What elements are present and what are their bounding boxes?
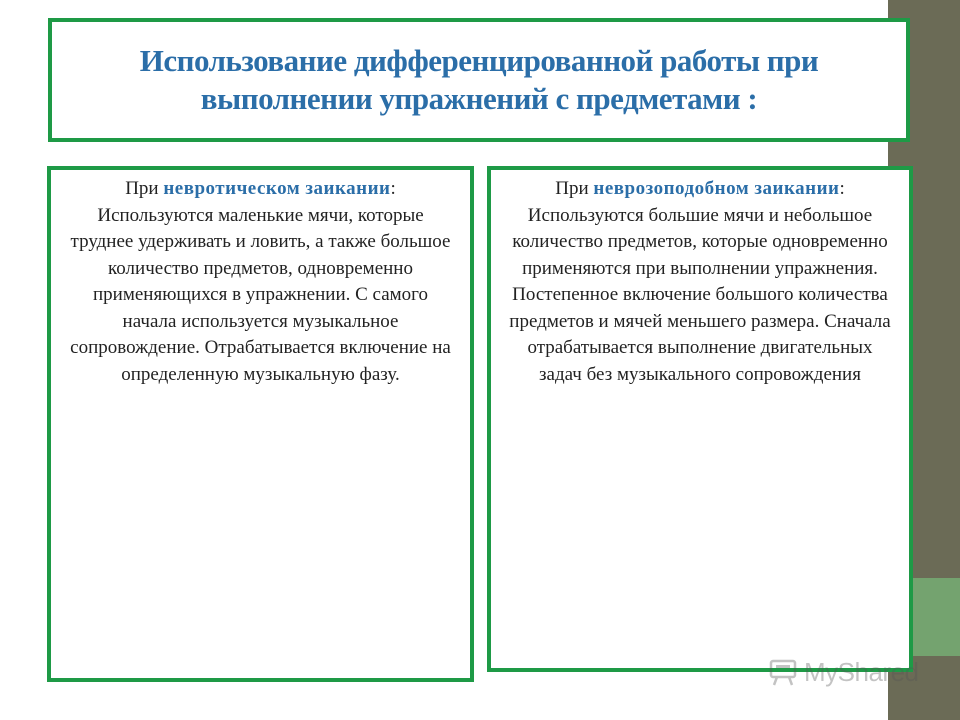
watermark-text: MyShared — [804, 656, 919, 687]
left-heading-suffix: : — [390, 178, 396, 199]
side-accent-block — [912, 578, 960, 656]
presentation-board-icon — [768, 657, 798, 687]
watermark — [768, 652, 928, 692]
left-column-heading — [65, 176, 456, 203]
right-heading-prefix: При — [555, 178, 594, 199]
right-heading-suffix: : — [839, 178, 845, 199]
left-heading-prefix: При — [125, 178, 164, 199]
slide-title: Использование дифференцированной работы при выполнении упражнений с предметами : — [139, 43, 819, 116]
right-column-heading — [505, 176, 895, 203]
left-heading-highlight: невротическом заикании — [163, 178, 391, 199]
right-column-body: Используются большие мячи и небольшое количество предметов, которые одновременно применяются при выполнении упражнения. Постепенное включение большого количества предметов и мячей меньшего размера. Сначала отрабатывается выполнение двигательных задач без музыкального сопровождения — [509, 204, 891, 385]
right-heading-highlight: неврозоподобном заикании — [593, 178, 840, 199]
right-column-box — [487, 166, 913, 672]
title-box — [48, 18, 910, 142]
left-column-box — [47, 166, 474, 682]
left-column-body: Используются маленькие мячи, которые труднее удерживать и ловить, а также большое количество предметов, одновременно применяющихся в упражнении. С самого начала используется музыкальное сопровождение. Отрабатывается включение на определенную музыкальную фазу. — [70, 204, 451, 385]
